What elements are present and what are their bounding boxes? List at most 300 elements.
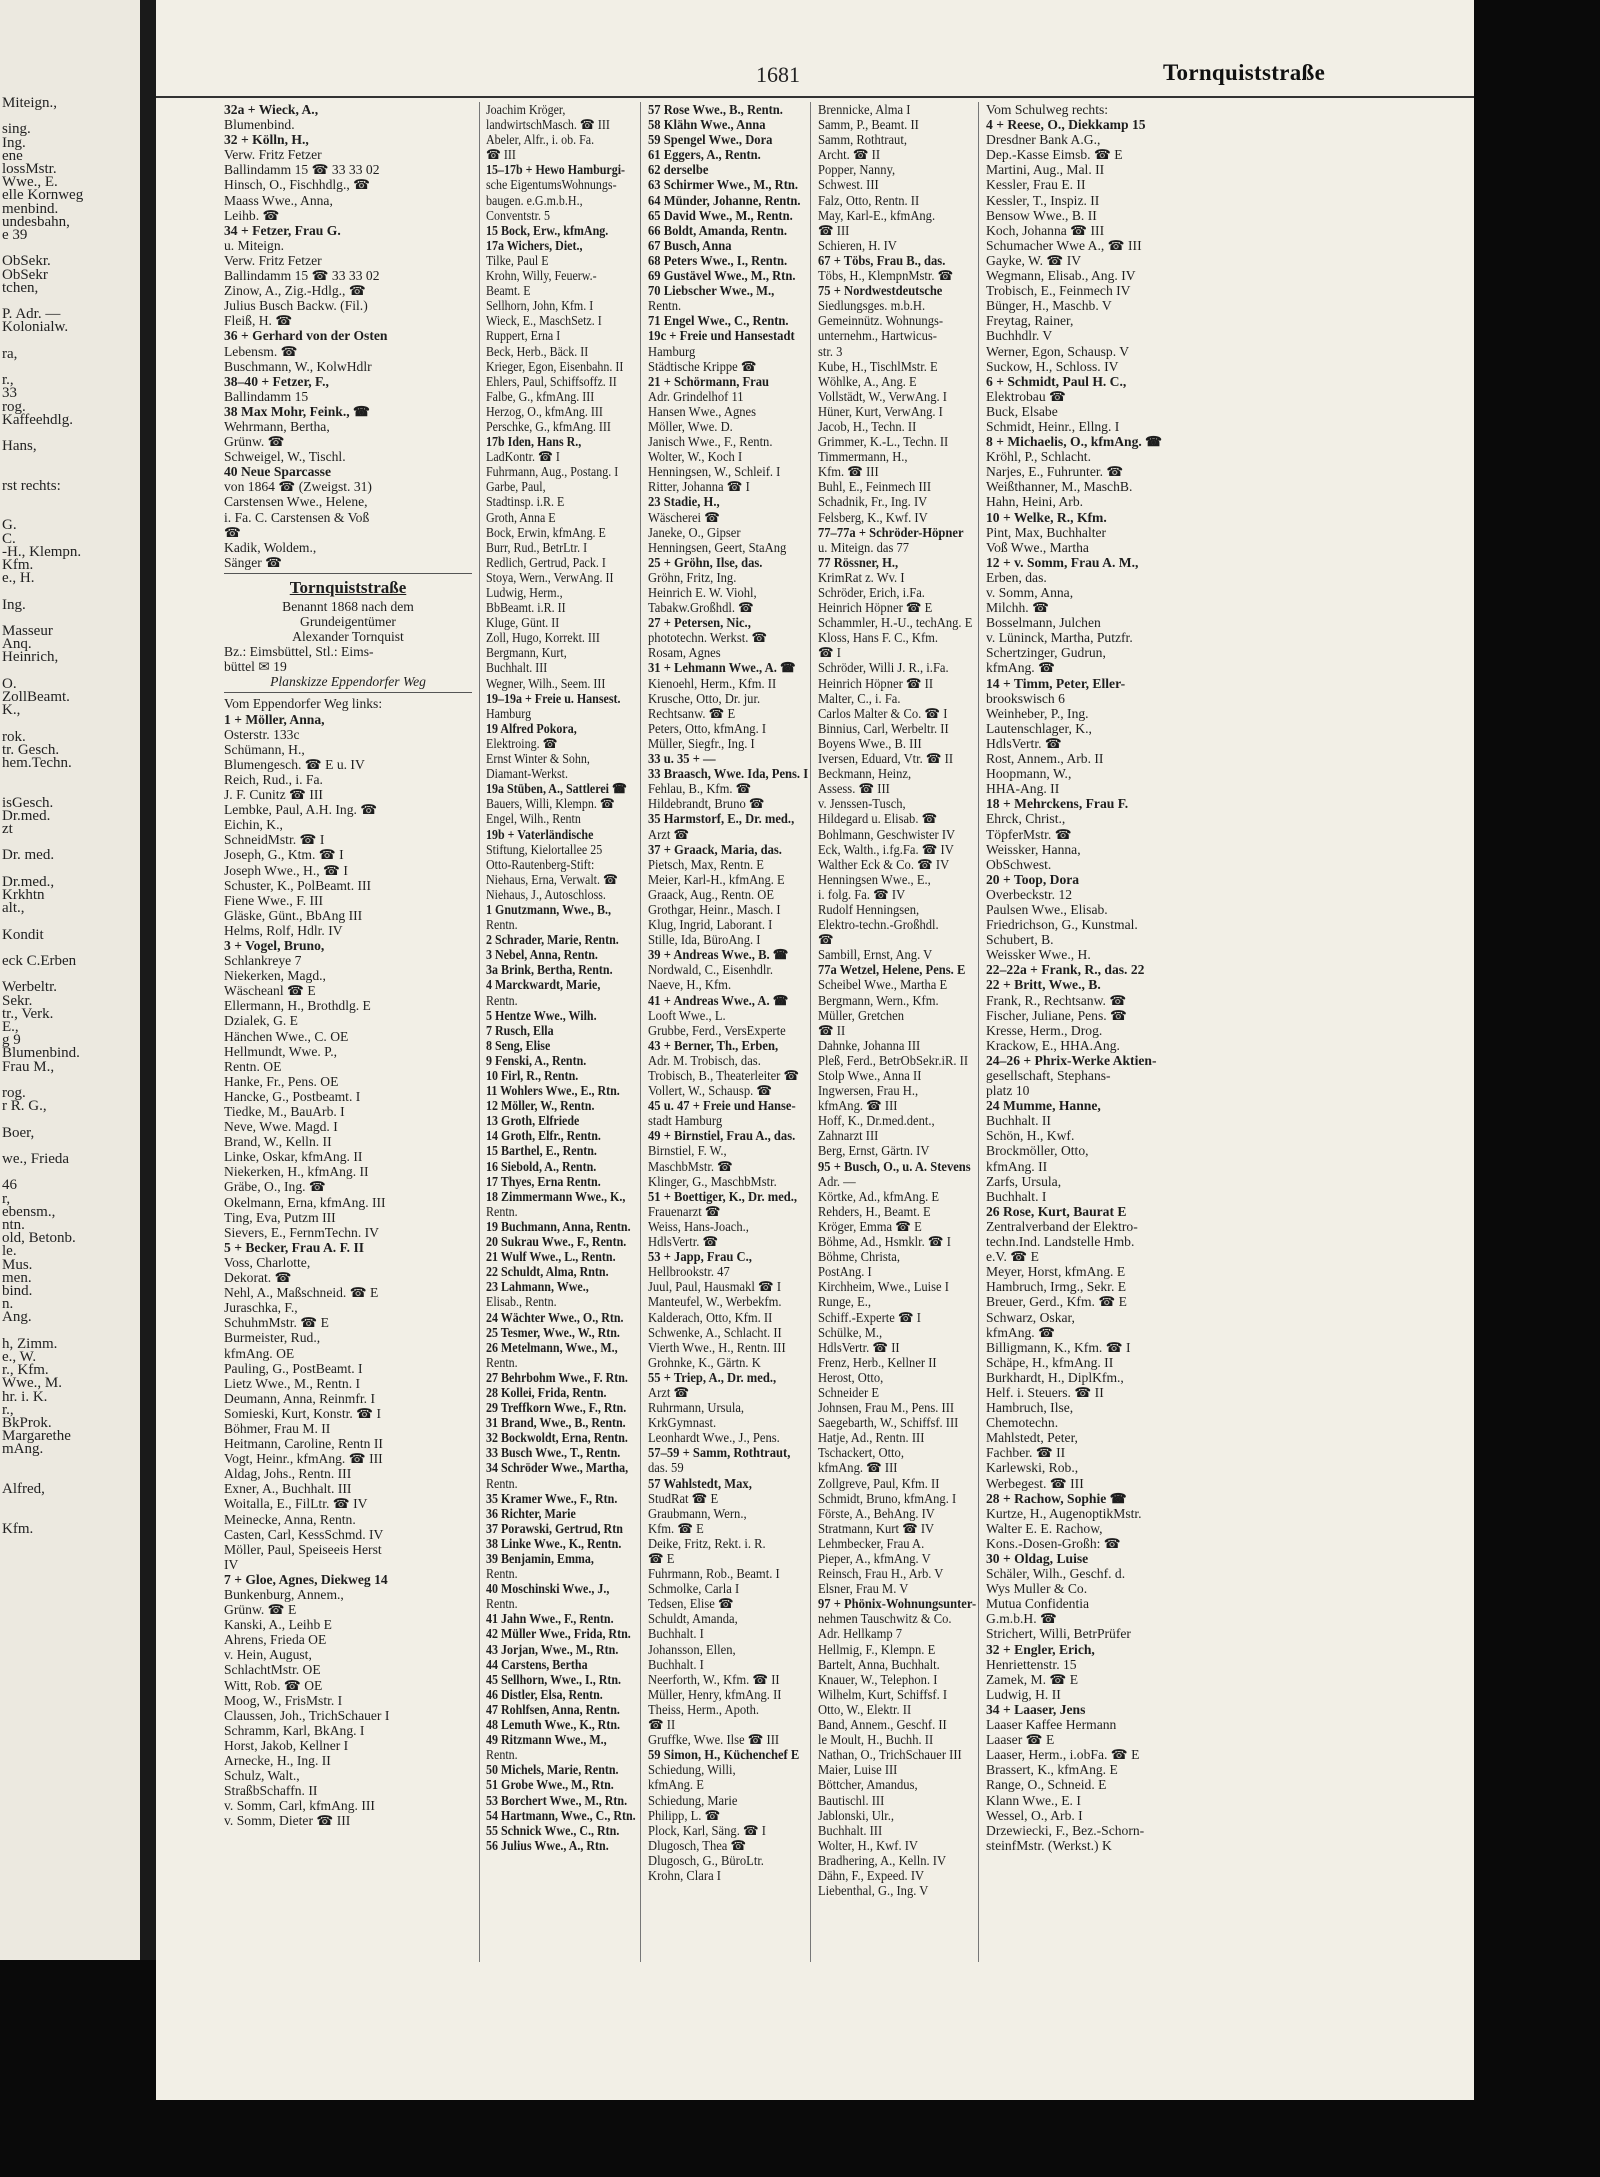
directory-entry: Rentn. OE (224, 1058, 282, 1074)
directory-entry: Bz.: Eimsbüttel, Stl.: Eims- (224, 644, 374, 660)
prev-page-line: Wwe., E. (2, 174, 58, 191)
directory-entry: Grohnke, K., Gärtn. K (648, 1354, 761, 1370)
directory-entry: 53 + Japp, Frau C., (648, 1249, 752, 1265)
directory-entry: Falbe, G., kfmAng. III (486, 388, 595, 404)
directory-entry: Verw. Fritz Fetzer (224, 252, 322, 268)
directory-entry: 11 Wohlers Wwe., E., Rtn. (486, 1083, 620, 1099)
directory-entry: 1 Gnutzmann, Wwe., B., (486, 901, 612, 917)
prev-page-line: 46 (2, 1177, 17, 1194)
directory-entry: Ritter, Johanna ☎ I (648, 479, 750, 495)
directory-entry: Rudolf Henningsen, (818, 901, 920, 917)
directory-entry: Schertzinger, Gudrun, (986, 645, 1106, 661)
directory-entry: Kanski, A., Leihb E (224, 1617, 332, 1633)
directory-entry: Weißthanner, M., MaschB. (986, 479, 1133, 495)
directory-entry: Lautenschlager, K., (986, 720, 1092, 736)
directory-entry: ☎ III (818, 222, 850, 238)
directory-entry: Wehrmann, Bertha, (224, 418, 330, 434)
directory-entry: Brennicke, Alma I (818, 102, 911, 117)
directory-entry: Hellmig, F., Klempn. E (818, 1641, 936, 1657)
directory-entry: Müller, Gretchen (818, 1007, 905, 1023)
directory-entry: 5 + Becker, Frau A. F. II (224, 1239, 365, 1255)
directory-entry: Garbe, Paul, (486, 479, 546, 495)
directory-entry: Knauer, W., Telephon. I (818, 1671, 938, 1687)
directory-entry: str. 3 (818, 343, 843, 359)
directory-entry: Moog, W., FrisMstr. I (224, 1692, 343, 1708)
directory-entry: Theiss, Herm., Apoth. (648, 1701, 760, 1717)
directory-entry: Janeke, O., Gipser (648, 524, 741, 540)
directory-entry: v. Jenssen-Tusch, (818, 796, 906, 812)
directory-entry: 49 Ritzmann Wwe., M., (486, 1732, 607, 1748)
directory-entry: Nathan, O., TrichSchauer III (818, 1747, 962, 1763)
directory-entry: Töbs, H., KlempnMstr. ☎ (818, 268, 954, 284)
directory-entry: 32 + Engler, Erich, (986, 1641, 1095, 1657)
directory-entry: Ellermann, H., Brothdlg. E (224, 998, 371, 1014)
prev-page-line: E., (2, 1019, 19, 1035)
directory-entry: Graubmann, Wern., (648, 1505, 747, 1521)
directory-entry: Helms, Rolf, Hdlr. IV (224, 922, 343, 938)
prev-page-line: Wwe., M. (2, 1375, 62, 1392)
directory-entry: LadKontr. ☎ I (486, 449, 560, 465)
directory-entry: Alexander Tornquist (292, 629, 404, 645)
directory-entry: KrkGymnast. (648, 1415, 717, 1431)
directory-entry: Kube, H., TischlMstr. E (818, 358, 938, 374)
directory-entry: Schweigel, W., Tischl. (224, 449, 346, 465)
directory-entry: büttel ✉ 19 (224, 659, 287, 675)
directory-entry: 48 Lemuth Wwe., K., Rtn. (486, 1717, 621, 1733)
directory-entry: Bensow Wwe., B. II (986, 207, 1097, 223)
directory-entry: 1 + Möller, Anna, (224, 711, 325, 727)
prev-page-line: tr. Gesch. (2, 741, 60, 758)
prev-page-line: Kondit (2, 926, 44, 943)
directory-entry: Siedlungsges. m.b.H. (818, 298, 926, 314)
column-divider (640, 102, 641, 1962)
directory-entry: Ernst Winter & Sohn, (486, 751, 590, 767)
directory-entry: Schiedung, Willi, (648, 1762, 736, 1778)
prev-page-line: men. (2, 1269, 32, 1286)
directory-entry: Ting, Eva, Putzm III (224, 1209, 336, 1225)
directory-entry: 97 + Phönix-Wohnungsunter- (818, 1596, 977, 1612)
directory-entry: Zahnarzt III (818, 1128, 879, 1144)
directory-entry: Schadnik, Fr., Ing. IV (818, 494, 928, 510)
directory-entry: 50 Michels, Marie, Rentn. (486, 1762, 619, 1778)
directory-entry: Strichert, Willi, BetrPrüfer (986, 1626, 1131, 1642)
directory-entry: Hanke, Fr., Pens. OE (224, 1073, 339, 1089)
directory-entry: Werbegest. ☎ III (986, 1475, 1084, 1491)
directory-entry: 77 Rössner, H., (818, 554, 899, 570)
directory-entry: Manteufel, W., Werbekfm. (648, 1294, 782, 1310)
prev-page-line: C. (2, 530, 16, 547)
prev-page-line: Werbeltr. (2, 979, 58, 996)
directory-entry: Rentn. (486, 992, 518, 1008)
directory-entry: 23 Stadie, H., (648, 494, 720, 510)
directory-entry: SchuhmMstr. ☎ E (224, 1315, 329, 1331)
prev-page-line: P. Adr. — (2, 306, 61, 323)
directory-entry: Freytag, Rainer, (986, 313, 1074, 329)
prev-page-line: e., H. (2, 570, 35, 587)
directory-entry: Krackow, E., HHA.Ang. (986, 1037, 1120, 1053)
directory-entry: Groth, Anna E (486, 509, 556, 525)
directory-entry: Pieper, A., kfmAng. V (818, 1551, 931, 1566)
directory-entry: kfmAng. ☎ (986, 660, 1056, 676)
directory-entry: Wolter, W., Koch I (648, 449, 743, 465)
directory-entry: Milchh. ☎ (986, 600, 1049, 616)
directory-entry: Krohn, Willy, Feuerw.- (486, 268, 597, 284)
directory-entry: 70 Liebscher Wwe., M., (648, 283, 775, 299)
directory-entry: kfmAng. OE (224, 1345, 295, 1361)
directory-entry: 22 Schuldt, Alma, Rntn. (486, 1264, 609, 1280)
directory-entry: Ingwersen, Frau H., (818, 1083, 919, 1099)
directory-entry: Schröder, Willi J. R., i.Fa. (818, 660, 949, 676)
directory-entry: Weinheber, P., Ing. (986, 705, 1089, 721)
directory-entry: Krusche, Otto, Dr. jur. (648, 690, 761, 706)
prev-page-line: BkProk. (2, 1415, 52, 1431)
directory-entry: Schön, H., Kwf. (986, 1128, 1075, 1144)
directory-entry: Kadik, Woldem., (224, 539, 317, 555)
directory-entry: TöpferMstr. ☎ (986, 826, 1072, 842)
directory-entry: 54 Hartmann, Wwe., C., Rtn. (486, 1807, 636, 1823)
directory-entry: 36 Richter, Marie (486, 1505, 576, 1521)
directory-entry: 20 Sukrau Wwe., F., Rentn. (486, 1234, 627, 1250)
directory-entry: v. Somm, Dieter ☎ III (224, 1813, 351, 1829)
prev-page-line: Alfred, (2, 1481, 45, 1497)
directory-entry: 61 Eggers, A., Rentn. (648, 147, 761, 163)
directory-entry: kfmAng. ☎ III (818, 1098, 898, 1114)
book-gutter (140, 0, 156, 1960)
directory-entry: 75 + Nordwestdeutsche (818, 283, 943, 299)
directory-entry: Mutua Confidentia (986, 1596, 1090, 1612)
directory-entry: Meinecke, Anna, Rentn. (224, 1511, 356, 1527)
directory-entry: Hellmundt, Wwe. P., (224, 1043, 338, 1059)
prev-page-line: ObSekr. (2, 253, 51, 270)
directory-entry: Hildegard u. Elisab. ☎ (818, 811, 938, 827)
directory-entry: Mahlstedt, Peter, (986, 1430, 1078, 1446)
prev-page-line: Kaffeehdlg. (2, 411, 73, 428)
directory-entry: Werner, Egon, Schausp. V (986, 343, 1130, 359)
directory-entry: 63 Schirmer Wwe., M., Rtn. (648, 177, 799, 193)
directory-entry: Burmeister, Rud., (224, 1330, 321, 1346)
directory-entry: Range, O., Schneid. E (986, 1777, 1107, 1793)
directory-entry: Stratmann, Kurt ☎ IV (818, 1520, 935, 1536)
directory-entry: Buchhalt. II (986, 1113, 1051, 1129)
directory-entry: Eichin, K., (224, 817, 283, 833)
directory-entry: Casten, Carl, KessSchmd. IV (224, 1526, 384, 1542)
prev-page-line: le. (2, 1243, 17, 1260)
prev-page-line: ra, (2, 345, 18, 362)
prev-page-line: n. (2, 1296, 14, 1313)
directory-entry: 17 Thyes, Erna Rentn. (486, 1173, 601, 1189)
directory-entry: Dep.-Kasse Eimsb. ☎ E (986, 147, 1123, 163)
prev-page-line: Sekr. (2, 992, 33, 1009)
directory-page (156, 0, 1474, 2100)
prev-page-line: Ang. (2, 1309, 32, 1326)
directory-entry: Hamburg (486, 705, 532, 721)
directory-entry: 47 Rohlfsen, Anna, Rentn. (486, 1701, 620, 1717)
directory-entry: 8 + Michaelis, O., kfmAng. ☎ (986, 434, 1163, 450)
directory-entry: Hildebrandt, Bruno ☎ (648, 796, 765, 812)
directory-entry: Herzog, O., kfmAng. III (486, 403, 603, 419)
directory-entry: Schümann, H., (224, 741, 305, 757)
directory-entry: 31 + Lehmann Wwe., A. ☎ (648, 660, 796, 676)
directory-entry: ☎ E (648, 1551, 675, 1566)
directory-entry: Wieck, E., MaschSetz. I (486, 313, 602, 329)
directory-entry: i. folg. Fa. ☎ IV (818, 886, 906, 902)
directory-entry: Elsner, Frau M. V (818, 1581, 909, 1597)
directory-entry: Schammler, H.-U., techAng. E (818, 615, 973, 631)
directory-entry: 19b + Vaterländische (486, 826, 594, 842)
column-4 (818, 102, 976, 1962)
directory-entry: 53 Borchert Wwe., M., Rtn. (486, 1792, 628, 1808)
directory-entry: Gruffke, Wwe. Ilse ☎ III (648, 1732, 780, 1748)
directory-entry: Jablonski, Ulr., (818, 1807, 895, 1823)
directory-entry: Brassert, K., kfmAng. E (986, 1762, 1118, 1778)
directory-entry: Wolter, H., Kwf. IV (818, 1837, 918, 1853)
prev-page-line: ntn. (2, 1217, 25, 1233)
directory-entry: ☎ II (648, 1717, 676, 1733)
directory-entry: Runge, E., (818, 1294, 872, 1310)
directory-entry: Blumengesch. ☎ E u. IV (224, 756, 365, 772)
prev-page-line: ZollBeamt. (2, 689, 70, 705)
directory-entry: Heinrich Höpner ☎ II (818, 675, 934, 691)
directory-entry: Bautischl. III (818, 1792, 885, 1808)
running-head: Tornquiststraße (1163, 60, 1326, 85)
directory-entry: Hüner, Kurt, VerwAng. I (818, 403, 943, 419)
directory-entry: i. Fa. C. Carstensen & Voß (224, 509, 370, 525)
directory-entry: 24–26 + Phrix-Werke Aktien- (986, 1052, 1157, 1068)
directory-entry: Schuldt, Amanda, (648, 1611, 738, 1627)
directory-entry: Exner, A., Buchhalt. III (224, 1481, 352, 1497)
directory-entry: Kfm. ☎ III (818, 464, 879, 480)
directory-entry: Brand, W., Kelln. II (224, 1134, 332, 1150)
directory-entry: Kurtze, H., AugenoptikMstr. (986, 1505, 1142, 1521)
prev-page-line: r, (2, 1190, 11, 1207)
directory-entry: Schramm, Karl, BkAng. I (224, 1722, 365, 1738)
directory-entry: Bradhering, A., Kelln. IV (818, 1852, 947, 1868)
directory-entry: Lembke, Paul, A.H. Ing. ☎ (224, 802, 378, 818)
directory-entry: 32 + Kölln, H., (224, 132, 309, 148)
directory-entry: Frenz, Herb., Kellner II (818, 1354, 937, 1370)
prev-page-line: Dr.med. (2, 807, 51, 824)
directory-entry: Henningsen Wwe., E., (818, 871, 931, 887)
directory-entry: Stolp Wwe., Anna II (818, 1068, 922, 1083)
directory-entry: sche EigentumsWohnungs- (486, 177, 617, 193)
prev-page-line: tchen, (2, 279, 39, 296)
prev-page-line: menbind. (2, 200, 59, 217)
directory-entry: Buchhalt. III (486, 660, 548, 676)
directory-entry: Deumann, Anna, Reinmfr. I (224, 1390, 376, 1406)
directory-entry: Ludwig, H. II (986, 1686, 1061, 1702)
directory-entry: techn.Ind. Landstelle Hmb. (986, 1234, 1135, 1250)
directory-entry: Weiss, Hans-Joach., (648, 1218, 749, 1234)
directory-entry: Stoya, Wern., VerwAng. II (486, 569, 614, 585)
directory-entry: 64 Münder, Johanne, Rentn. (648, 192, 801, 208)
directory-entry: Laaser ☎ E (986, 1732, 1055, 1748)
directory-entry: Müller, Henry, kfmAng. II (648, 1686, 782, 1702)
directory-entry: 45 u. 47 + Freie und Hanse- (648, 1098, 796, 1114)
directory-entry: Ballindamm 15 ☎ 33 33 02 (224, 162, 380, 178)
prev-page-line: ene (2, 147, 23, 164)
directory-entry: Adr. Grindelhof 11 (648, 388, 744, 404)
directory-entry: Ruppert, Erna I (486, 328, 561, 344)
directory-entry: Otto-Rautenberg-Stift: (486, 856, 595, 872)
directory-entry: Schneider E (818, 1384, 880, 1400)
directory-entry: Peters, Otto, kfmAng. I (648, 720, 767, 736)
directory-entry: Wegner, Wilh., Seem. III (486, 675, 606, 691)
directory-entry: Bunkenburg, Annem., (224, 1587, 344, 1602)
directory-entry: Böhme, Christa, (818, 1249, 900, 1265)
directory-entry: Naeve, H., Kfm. (648, 977, 732, 993)
directory-entry: 77–77a + Schröder-Höpner (818, 524, 964, 540)
directory-entry: Dähn, F., Expeed. IV (818, 1867, 925, 1883)
directory-entry: Tschackert, Otto, (818, 1445, 904, 1461)
prev-page-line: Kfm. (2, 557, 34, 573)
prev-page-line: Kfm. (2, 1520, 34, 1537)
directory-entry: Fachber. ☎ II (986, 1445, 1066, 1461)
directory-entry: Kirchheim, Wwe., Luise I (818, 1279, 949, 1295)
directory-entry: Vom Schulweg rechts: (986, 102, 1109, 117)
directory-entry: Meyer, Horst, kfmAng. E (986, 1264, 1126, 1280)
directory-entry: Heinrich E. W. Viohl, (648, 585, 757, 600)
directory-entry: Kessler, Frau E. II (986, 177, 1086, 193)
directory-entry: 57 Wahlstedt, Max, (648, 1475, 752, 1491)
prev-page-line: old, Betonb. (2, 1230, 76, 1247)
directory-entry: Henningsen, W., Schleif. I (648, 464, 781, 480)
directory-entry: Krohn, Clara I (648, 1867, 721, 1883)
directory-entry: 31 Brand, Wwe., B., Rentn. (486, 1415, 626, 1431)
prev-page-line: -H., Klempn. (2, 543, 82, 560)
scan-background (1474, 0, 1600, 2177)
directory-entry: ☎ I (818, 645, 841, 661)
directory-entry: Karlewski, Rob., (986, 1460, 1079, 1476)
directory-entry: 38 Linke Wwe., K., Rentn. (486, 1535, 622, 1551)
directory-entry: Eck, Walth., i.fg.Fa. ☎ IV (818, 841, 954, 857)
directory-entry: 24 Mumme, Hanne, (986, 1098, 1101, 1114)
directory-entry: 27 + Petersen, Nic., (648, 615, 751, 631)
prev-page-line: G. (2, 517, 17, 534)
directory-entry: 45 Sellhorn, Wwe., I., Rtn. (486, 1671, 622, 1687)
directory-entry: Müller, Siegfr., Ing. I (648, 735, 755, 751)
directory-entry: Zarfs, Ursula, (986, 1173, 1062, 1189)
directory-entry: Schäler, Wilh., Geschf. d. (986, 1566, 1126, 1582)
directory-entry: 3 + Vogel, Bruno, (224, 937, 325, 953)
directory-entry: Benannt 1868 nach dem (282, 598, 414, 614)
scan-background-bottom (0, 2100, 1474, 2177)
directory-entry: Tilke, Paul E (486, 252, 549, 268)
directory-entry: Chemotechn. (986, 1415, 1059, 1431)
directory-entry: Johansson, Ellen, (648, 1641, 736, 1657)
directory-entry: 66 Boldt, Amanda, Rentn. (648, 222, 788, 238)
directory-entry: Deike, Fritz, Rekt. i. R. (648, 1535, 766, 1551)
prev-page-line: r., (2, 1401, 14, 1418)
directory-entry: Schmidt, Bruno, kfmAng. I (818, 1490, 957, 1506)
directory-entry: Pietsch, Max, Rentn. E (648, 856, 764, 872)
directory-entry: 19–19a + Freie u. Hansest. (486, 690, 621, 706)
directory-entry: Woitalla, E., FilLtr. ☎ IV (224, 1496, 368, 1512)
directory-entry: Schwest. III (818, 177, 879, 193)
directory-entry: Ehrck, Christ., (986, 811, 1066, 827)
directory-entry: Schröder, Erich, i.Fa. (818, 585, 925, 600)
directory-entry: Witt, Rob. ☎ OE (224, 1677, 323, 1693)
directory-entry: 5 Hentze Wwe., Wilh. (486, 1007, 597, 1023)
directory-entry: 20 + Toop, Dora (986, 871, 1080, 887)
column-divider (810, 102, 811, 1962)
directory-entry: 34 Schröder Wwe., Martha, (486, 1460, 629, 1476)
directory-entry: Dlugosch, Thea ☎ (648, 1837, 747, 1853)
directory-entry: Dresdner Bank A.G., (986, 132, 1101, 148)
directory-entry: Meier, Karl-H., kfmAng. E (648, 871, 785, 887)
directory-entry: Stadtinsp. i.R. E (486, 494, 565, 510)
directory-entry: Wilhelm, Kurt, Schiffsf. I (818, 1686, 948, 1702)
directory-entry: 23 Lahmann, Wwe., (486, 1279, 589, 1295)
directory-entry: Iversen, Eduard, Vtr. ☎ II (818, 751, 954, 767)
directory-entry: Grundeigentümer (300, 614, 396, 629)
directory-entry: ☎ (818, 932, 834, 948)
directory-entry: Laaser, Herm., i.obFa. ☎ E (986, 1747, 1140, 1763)
directory-entry: 44 Carstens, Bertha (486, 1656, 588, 1672)
directory-entry: 51 Grobe Wwe., M., Rtn. (486, 1777, 614, 1793)
prev-page-line: r., Kfm. (2, 1362, 49, 1379)
directory-entry: Erben, das. (986, 569, 1047, 585)
directory-entry: Koch, Johanna ☎ III (986, 222, 1105, 238)
directory-entry: Ruhrmann, Ursula, (648, 1400, 745, 1416)
directory-entry: 8 Seng, Elise (486, 1037, 551, 1053)
prev-page-line: Mus. (2, 1256, 33, 1273)
directory-entry: Niekerken, H., kfmAng. II (224, 1164, 369, 1180)
column-divider (978, 102, 979, 1962)
prev-page-line: Boer, (2, 1124, 35, 1141)
directory-entry: Schubert, B. (986, 932, 1054, 948)
directory-entry: Hamburg (648, 343, 696, 359)
directory-entry: Burr, Rud., BetrLtr. I (486, 539, 588, 555)
prev-page-line: Dr. med. (2, 847, 55, 864)
directory-entry: Falz, Otto, Rentn. II (818, 192, 920, 208)
directory-entry: Elektrobau ☎ (986, 388, 1066, 404)
directory-entry: Looft Wwe., L. (648, 1007, 726, 1023)
directory-entry: Beamt. E (486, 283, 531, 299)
directory-entry: Diamant-Werkst. (486, 766, 568, 782)
directory-entry: 38–40 + Fetzer, F., (224, 373, 329, 389)
directory-entry: Buchhalt. I (986, 1188, 1047, 1204)
directory-entry: Rosam, Agnes (648, 645, 721, 661)
directory-entry: Bauers, Willi, Klempn. ☎ (486, 796, 615, 812)
directory-entry: Tiedke, M., BauArb. I (224, 1104, 345, 1119)
directory-entry: ☎ (224, 524, 241, 540)
directory-entry: Suckow, H., Schloss. IV (986, 358, 1119, 374)
directory-entry: Felsberg, K., Kwf. IV (818, 509, 928, 525)
directory-entry: Rechtsanw. ☎ E (648, 705, 736, 721)
directory-entry: Zamek, M. ☎ E (986, 1671, 1079, 1687)
directory-entry: 49 + Birnstiel, Frau A., das. (648, 1128, 796, 1144)
directory-entry: Conventstr. 5 (486, 207, 550, 223)
directory-entry: Bosselmann, Julchen (986, 615, 1101, 631)
directory-entry: Maass Wwe., Anna, (224, 192, 333, 208)
directory-entry: 33 Braasch, Wwe. Ida, Pens. I (648, 766, 809, 782)
directory-entry: Dekorat. ☎ (224, 1270, 292, 1286)
directory-entry: Engel, Wilh., Rentn (486, 811, 581, 827)
directory-entry: 26 Rose, Kurt, Baurat E (986, 1203, 1127, 1219)
directory-entry: Lehmbecker, Frau A. (818, 1535, 925, 1551)
directory-entry: Osterstr. 133c (224, 726, 300, 742)
directory-entry: Böhmer, Frau M. II (224, 1420, 331, 1436)
directory-entry: Verw. Fritz Fetzer (224, 147, 322, 163)
directory-entry: 12 + v. Somm, Frau A. M., (986, 554, 1139, 570)
directory-entry: Stille, Ida, BüroAng. I (648, 932, 761, 948)
directory-entry: 29 Treffkorn Wwe., F., Rtn. (486, 1400, 627, 1416)
directory-entry: 40 Moschinski Wwe., J., (486, 1581, 610, 1597)
prev-page-line: e., W. (2, 1349, 37, 1365)
directory-entry: gesellschaft, Stephans- (986, 1068, 1111, 1083)
directory-entry: kfmAng. ☎ (986, 1324, 1056, 1340)
directory-entry: 22 + Britt, Wwe., B. (986, 977, 1101, 993)
